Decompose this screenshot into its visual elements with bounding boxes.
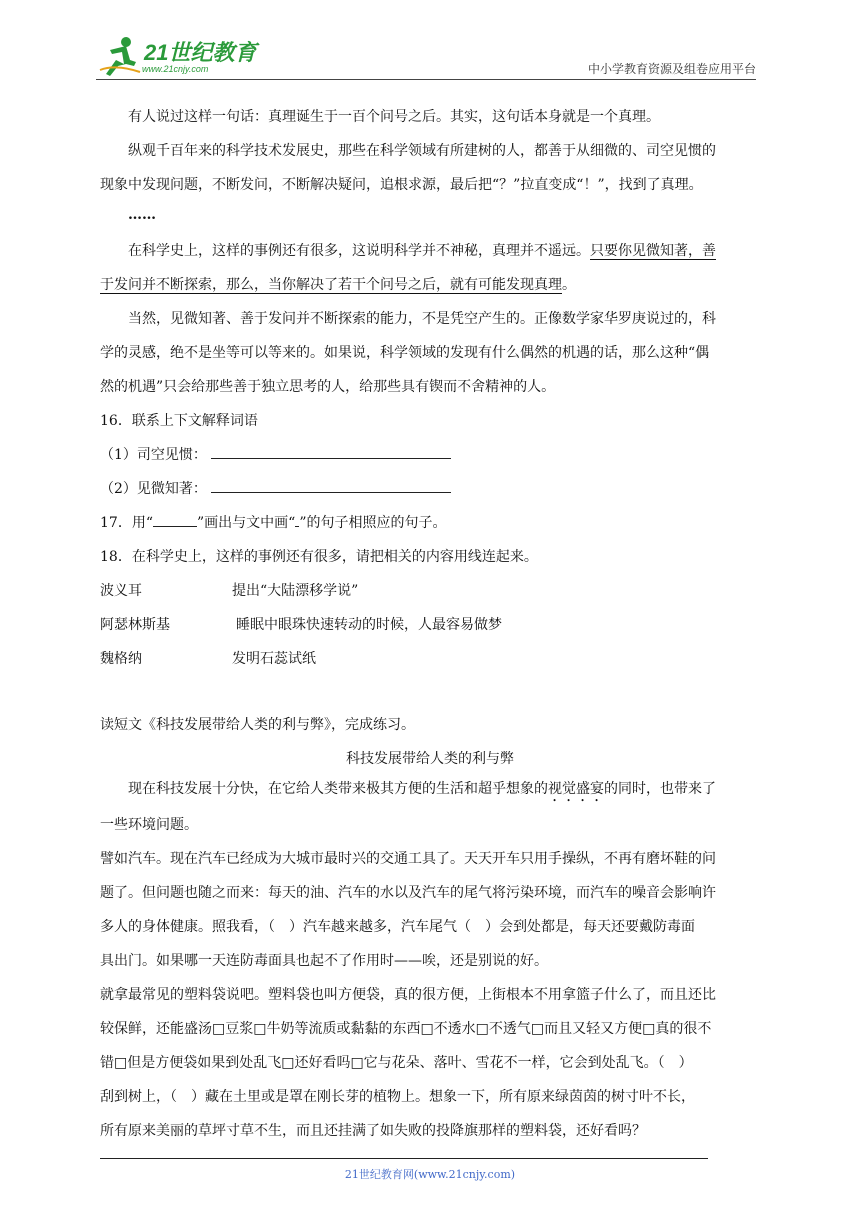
match-right-3[interactable]: 发明石蕊试纸 — [232, 651, 316, 667]
passage1-paragraph-4-line-2: 学的灵感，绝不是坐等可以等来的。如果说，科学领域的发现有什么偶然的机遇的话，那么这种“偶 — [100, 345, 710, 361]
passage1-paragraph-2-line-2: 现象中发现问题，不断发问，不断解决疑问，追根求源，最后把“？”拉直变成“！”，找到了真理。 — [100, 177, 703, 193]
passage2-paragraph-2-line-3: 多人的身体健康。照我看，（ ）汽车越来越多，汽车尾气（ ）会到处都是，每天还要戴防毒面 — [100, 919, 695, 935]
underlined-sentence-part-1: 只要你见微知著，善 — [590, 243, 716, 259]
passage1-paragraph-3-line-1 — [100, 242, 760, 260]
page-header — [96, 34, 756, 80]
question-16-1-label: （1）司空见惯： — [100, 447, 207, 463]
passage1-paragraph-2-line-1: 纵观千百年来的科学技术发展史，那些在科学领域有所建树的人，都善于从细微的、司空见惯的 — [128, 143, 716, 159]
answer-blank-16-2[interactable] — [211, 480, 451, 493]
p1-text-a: 现在科技发展十分快，在它给人类带来极其方便的生活和超乎想象的 — [128, 781, 548, 797]
ellipsis: …… — [128, 207, 156, 223]
question-16-2-label: （2）见微知著： — [100, 481, 207, 497]
q17-part-a: 17．用“ — [100, 515, 153, 531]
passage2-paragraph-3-line-4: 刮到树上，（ ）藏在土里或是罩在刚长芽的植物上。想象一下，所有原来绿茵茵的树寸叶不长， — [100, 1089, 695, 1105]
underline-sample — [153, 514, 197, 527]
question-16-2 — [100, 480, 760, 498]
plain-text: 在科学史上，这样的事例还有很多，这说明科学并不神秘，真理并不遥远。 — [128, 243, 590, 259]
brand-logo — [96, 34, 296, 78]
question-18: 18．在科学史上，这样的事例还有很多，请把相关的内容用线连起来。 — [100, 549, 538, 565]
passage2-paragraph-2-line-1: 譬如汽车。现在汽车已经成为大城市最时兴的交通工具了。天天开车只用手操纵，不再有磨坏鞋的问 — [100, 851, 716, 867]
answer-blank-16-1[interactable] — [211, 446, 451, 459]
match-left-2[interactable]: 阿瑟林斯基 — [100, 617, 170, 633]
passage2-intro: 读短文《科技发展带给人类的利与弊》，完成练习。 — [100, 717, 415, 733]
dotted-word: 视觉盛宴 — [548, 781, 604, 797]
period: 。 — [562, 277, 576, 293]
passage2-paragraph-3-line-1: 就拿最常见的塑料袋说吧。塑料袋也叫方便袋，真的很方便，上街根本不用拿篮子什么了，而且还比 — [100, 987, 716, 1003]
q17-part-c: ”的句子相照应的句子。 — [299, 515, 447, 531]
passage2-paragraph-2-line-4: 具出门。如果哪一天连防毒面具也起不了作用时——唉，还是别说的好。 — [100, 953, 548, 969]
question-16: 16．联系上下文解释词语 — [100, 413, 258, 429]
logo-url: www.21cnjy.com — [142, 64, 209, 74]
passage2-paragraph-3-line-2: 较保鲜，还能盛汤□豆浆□牛奶等流质或黏黏的东西□不透水□不透气□而且又轻又方便□真的很不 — [100, 1021, 712, 1037]
platform-name: 中小学教育资源及组卷应用平台 — [587, 62, 756, 76]
passage2-paragraph-2-line-2: 题了。但问题也随之而来：每天的油、汽车的水以及汽车的尾气将污染环境，而汽车的噪音会影响许 — [100, 885, 716, 901]
passage1-paragraph-4-line-1: 当然，见微知著、善于发问并不断探索的能力，不是凭空产生的。正像数学家华罗庚说过的，科 — [128, 311, 716, 327]
passage2-paragraph-3-line-3: 错□但是方便袋如果到处乱飞□还好看吗□它与花朵、落叶、雪花不一样，它会到处乱飞。（ ） — [100, 1055, 693, 1071]
q17-part-b: ”画出与文中画“ — [196, 515, 296, 531]
runner-icon — [96, 34, 144, 78]
underlined-sentence-part-2: 于发问并不断探索，那么，当你解决了若干个问号之后，就有可能发现真理 — [100, 277, 562, 293]
header-divider — [96, 79, 756, 80]
footer-divider — [100, 1158, 708, 1159]
passage1-paragraph-4-line-3: 然的机遇”只会给那些善于独立思考的人，给那些具有锲而不舍精神的人。 — [100, 379, 556, 395]
match-left-3[interactable]: 魏格纳 — [100, 651, 142, 667]
footer-text: 21世纪教育网(www.21cnjy.com) — [344, 1168, 516, 1181]
match-left-1[interactable]: 波义耳 — [100, 583, 142, 599]
p1-text-b: 的同时，也带来了 — [604, 781, 716, 797]
question-17 — [100, 514, 760, 532]
passage2-paragraph-1-line-1 — [100, 780, 760, 805]
question-16-1 — [100, 446, 760, 464]
passage1-paragraph-1: 有人说过这样一句话：真理诞生于一百个问号之后。其实，这句话本身就是一个真理。 — [128, 109, 660, 125]
match-right-1[interactable]: 提出“大陆漂移学说” — [232, 583, 359, 599]
passage1-paragraph-3-line-2 — [100, 276, 760, 294]
passage2-paragraph-1-line-2: 一些环境问题。 — [100, 817, 198, 833]
passage2-title: 科技发展带给人类的利与弊 — [346, 751, 514, 767]
logo-text: 21世纪教育 — [144, 40, 257, 65]
match-right-2[interactable]: 睡眠中眼珠快速转动的时候，人最容易做梦 — [236, 617, 502, 633]
passage2-paragraph-3-line-5: 所有原来美丽的草坪寸草不生，而且还挂满了如失败的投降旗那样的塑料袋，还好看吗？ — [100, 1123, 646, 1139]
